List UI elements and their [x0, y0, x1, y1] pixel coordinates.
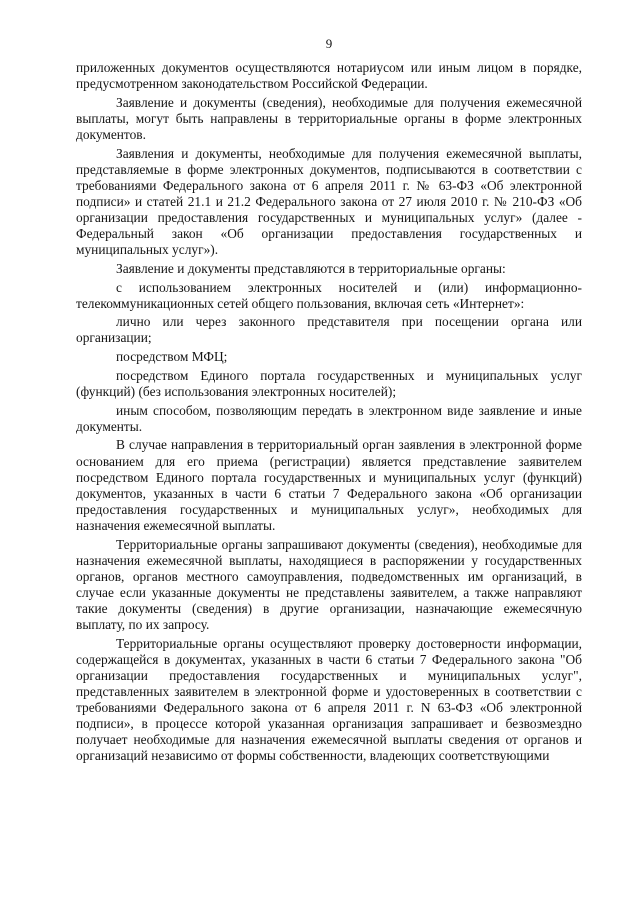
paragraph: лично или через законного представителя при посещении органа или организации; [76, 314, 582, 346]
paragraph: с использованием электронных носителей и (или) информационно-телекоммуникационных сетей общего пользования, включая сеть «Интернет»: [76, 279, 582, 311]
paragraph: посредством Единого портала государственных и муниципальных услуг (функций) (без использования электронных носителей); [76, 367, 582, 399]
paragraph: Заявление и документы (сведения), необходимые для получения ежемесячной выплаты, могут быть направлены в территориальные органы в форме электронных документов. [76, 94, 582, 142]
paragraph: посредством МФЦ; [116, 349, 228, 365]
paragraph: иным способом, позволяющим передать в электронном виде заявление и иные документы. [76, 402, 582, 434]
paragraph: Заявления и документы, необходимые для получения ежемесячной выплаты, представляемые в форме электронных документов, подписываются в соответствии с требованиями Федерального закона от 6 апреля 2011 г. № 63-ФЗ «Об электронной подписи» и статей 21.1 и 21.2 Федерального закона от 27 июля 2010 г. № 210-ФЗ «Об организации предоставления государственных и муниципальных услуг» (далее - Федеральный закон «Об организации предоставления государственных и муниципальных услуг»). [76, 145, 582, 258]
document-body [76, 60, 582, 764]
document-page [76, 36, 582, 767]
page-number: 9 [325, 36, 333, 51]
paragraph: Территориальные органы запрашивают документы (сведения), необходимые для назначения ежемесячной выплаты, находящиеся в распоряжении у государственных органов, органов местного самоуправления, подведомственных им организаций, в случае если указанные документы не представлены заявителем, а также направляют такие документы (сведения) в другие организации, назначающие ежемесячную выплату, по их запросу. [76, 536, 582, 633]
paragraph: Заявление и документы представляются в территориальные органы: [116, 260, 506, 276]
paragraph: приложенных документов осуществляются нотариусом или иным лицом в порядке, предусмотренном законодательством Российской Федерации. [76, 60, 582, 92]
paragraph: Территориальные органы осуществляют проверку достоверности информации, содержащейся в документах, указанных в части 6 статьи 7 Федерального закона "Об организации предоставления государственных и муниципальных услуг", представленных заявителем в электронной форме и удостоверенных в соответствии с требованиями Федерального закона от 6 апреля 2011 г. N 63-ФЗ «Об электронной подписи», в процессе которой указанная организация запрашивает и безвозмездно получает необходимые для назначения ежемесячной выплаты сведения от органов и организаций независимо от формы собственности, владеющих соответствующими [76, 635, 582, 764]
paragraph: В случае направления в территориальный орган заявления в электронной форме основанием для его приема (регистрации) является представление заявителем посредством Единого портала государственных и муниципальных услуг (функций) документов, указанных в части 6 статьи 7 Федерального закона «Об организации предоставления государственных и муниципальных услуг», необходимых для назначения ежемесячной выплаты. [76, 437, 582, 533]
